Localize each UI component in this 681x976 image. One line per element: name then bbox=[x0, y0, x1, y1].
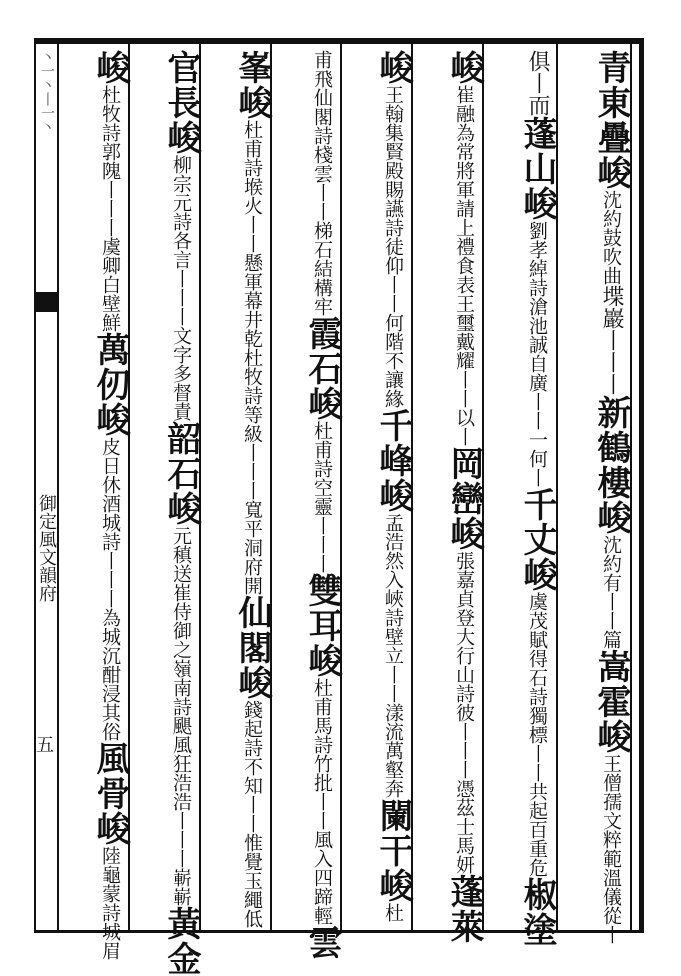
headword: 雲 bbox=[302, 925, 342, 960]
annotation-text: 柳宗元詩各言丨丨丨文字多督責 bbox=[170, 155, 192, 421]
gutter-top-fragment: ⼂⼀⼂⼁⼀⼂ bbox=[39, 50, 55, 134]
annotation-text: 劉孝綽詩滄池誠自廣丨丨一何丨 bbox=[526, 221, 548, 487]
headword: 青東疊峻 bbox=[591, 50, 631, 190]
annotation-text: 孟浩然入峽詩壁立丨丨漾流萬壑奔 bbox=[382, 513, 404, 798]
annotation-text: 張嘉貞登大行山詩彼丨丨丨憑茲士馬妍 bbox=[453, 551, 475, 874]
annotation-text: 王僧孺文粹範溫儀從丨 bbox=[600, 754, 622, 944]
annotation-text: 杜甫詩空靈丨丨丨 bbox=[311, 421, 333, 573]
headword: 椒塗 bbox=[517, 877, 557, 947]
text-column-1 bbox=[560, 50, 631, 944]
headword: 千峰峻 bbox=[373, 408, 413, 513]
headword: 風骨峻 bbox=[90, 741, 130, 846]
text-column-2 bbox=[486, 50, 557, 947]
annotation-text: 杜牧詩郭隗丨丨丨虞卿白壁鮮 bbox=[99, 85, 121, 332]
annotation-text: 陸龜蒙詩城眉 bbox=[99, 846, 121, 960]
frame-right-border bbox=[639, 38, 644, 933]
headword: 萬仞峻 bbox=[90, 332, 130, 437]
annotation-text: 皮日休酒城詩丨丨丨為城沉酣浸其俗 bbox=[99, 437, 121, 741]
headword: 峻 bbox=[373, 50, 413, 85]
text-column-7 bbox=[132, 50, 201, 976]
text-column-4 bbox=[344, 50, 413, 922]
frame-top-border bbox=[34, 38, 644, 44]
headword: 蓬山峻 bbox=[517, 116, 557, 221]
folio-number: 五 bbox=[33, 735, 54, 753]
annotation-text: 崔融為常將軍請上禮食表王璽戴耀丨丨以丨 bbox=[453, 85, 475, 446]
column-rule bbox=[270, 44, 272, 930]
annotation-text: 杜甫馬詩竹批丨丨風入四蹄輕 bbox=[311, 678, 333, 925]
headword: 闌干峻 bbox=[373, 798, 413, 903]
gutter-divider bbox=[57, 44, 59, 930]
annotation-text: 沈約鼓吹曲 bbox=[600, 190, 622, 285]
annotation-text: 俱丨而 bbox=[525, 50, 550, 116]
headword: 新鶴樓峻 bbox=[591, 395, 631, 535]
text-column-8 bbox=[61, 50, 130, 960]
headword: 仙閣峻 bbox=[232, 595, 272, 700]
annotation-text: 王翰集賢殿賜讌詩徒仰丨丨何階不讓緣 bbox=[382, 85, 404, 408]
annotation-text: 錢起詩不知丨丨惟覺玉繩低 bbox=[241, 700, 263, 928]
fish-tail-mark bbox=[36, 292, 57, 312]
annotation-text: 沈約有丨丨篇 bbox=[600, 535, 622, 649]
annotation-text: 虞茂賦得石詩獨標丨丨共起百重危 bbox=[526, 592, 548, 877]
headword: 千丈峻 bbox=[517, 487, 557, 592]
column-rule bbox=[340, 44, 342, 930]
headword: 峻 bbox=[444, 50, 484, 85]
headword: 岡巒峻 bbox=[444, 446, 484, 551]
gutter-book-title: 御定風文韻府 bbox=[36, 494, 57, 602]
headword: 峻 bbox=[90, 50, 130, 85]
headword: 嵩霍峻 bbox=[591, 649, 631, 754]
headword: 霞石峻 bbox=[302, 316, 342, 421]
annotation-text: 甫飛仙閣詩棧雲丨丨梯石結構牢 bbox=[311, 50, 333, 316]
headword: 韶石峻 bbox=[161, 421, 201, 526]
text-column-3 bbox=[415, 50, 484, 944]
annotation-text: 杜甫詩堠火丨丨懸軍幕井乾杜牧詩等級丨丨丨寬平洞府開 bbox=[241, 120, 263, 595]
headword: 雙耳峻 bbox=[302, 573, 342, 678]
headword: 蓬萊 bbox=[444, 874, 484, 944]
headword: 黃金 bbox=[161, 906, 201, 976]
text-column-5 bbox=[274, 50, 342, 960]
headword: 峯峻 bbox=[232, 50, 272, 120]
annotation-text: 堞巖丨丨丨 bbox=[599, 285, 624, 395]
headword: 官長峻 bbox=[161, 50, 201, 155]
annotation-text: 杜 bbox=[382, 903, 404, 922]
text-column-6 bbox=[203, 50, 272, 928]
annotation-text: 元稹送崔侍御之嶺南詩颶風狂浩浩丨丨丨嶄嶄 bbox=[170, 526, 192, 906]
